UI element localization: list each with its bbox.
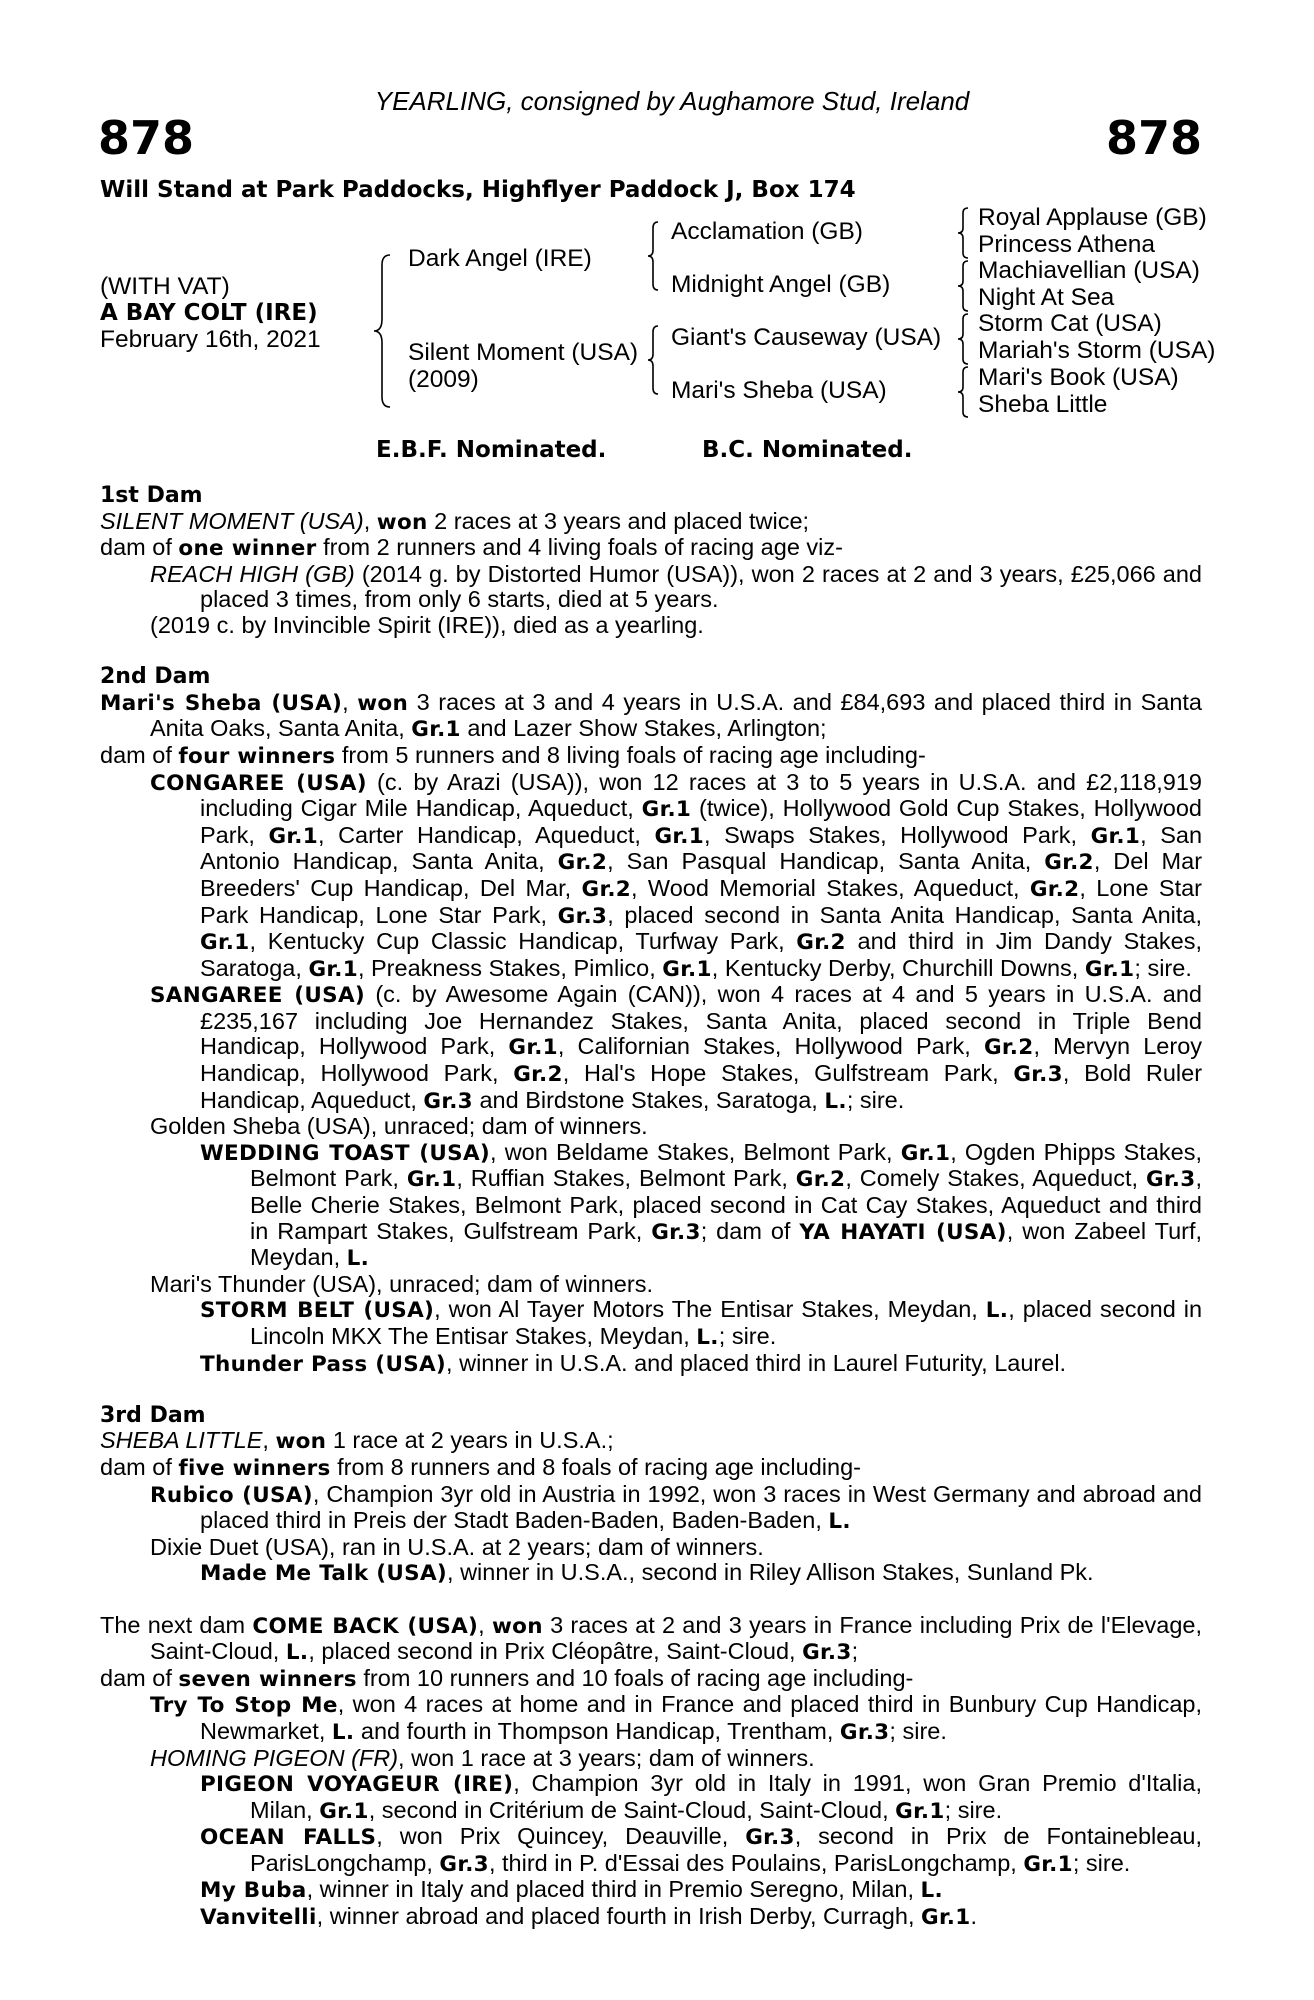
record-text: , Hal's Hope Stakes, Gulfstream Park, [562, 1060, 999, 1087]
record-text: , won Al Tayer Motors The Entisar Stakes, Meydan, [434, 1296, 978, 1323]
won-label: won [491, 1613, 543, 1639]
progeny-name: Try To Stop Me [150, 1693, 338, 1719]
vat-note: (WITH VAT) [100, 273, 230, 300]
sire-sire: Acclamation (GB) [671, 218, 863, 245]
sire-brace [646, 220, 660, 292]
grade-label: L. [828, 1509, 851, 1535]
grade-label: Gr.3 [802, 1640, 852, 1666]
grade-label: Gr.3 [557, 903, 608, 929]
won-label: won [275, 1429, 327, 1455]
second-dam-foals: from 5 runners and 8 living foals of racing age including- [341, 741, 926, 768]
progeny-name: SANGAREE (USA) [150, 983, 366, 1009]
record-text: , Belle Cherie Stakes, Belmont Park, placed second in Cat Cay Stakes, Aqueduct and third in Rampart Stakes, Gulfstream Park, [250, 1165, 1203, 1244]
vanvitelli-entry: Vanvitelli, winner abroad and placed fourth in Irish Derby, Curragh, Gr.1. [200, 1903, 978, 1931]
record-text: , Bold Ruler Handicap, Aqueduct, [200, 1060, 1203, 1113]
progeny-name: Made Me Talk (USA) [200, 1561, 448, 1587]
thunder-pass-entry [100, 1351, 1202, 1378]
grade-label: Gr.1 [900, 1140, 951, 1166]
dam-dam: Mari's Sheba (USA) [671, 377, 887, 404]
record-text: (c. by Arazi (USA)), won 12 races at 3 to 5 years in U.S.A. and £2,118,919 including Cigar Mile Handicap, Aqueduct, [200, 768, 1203, 822]
next-dam-section: The next dam COME BACK (USA), won 3 races at 2 and 3 years in France including Prix de l'Elevage, Saint-Cloud, L., placed second in Prix Cléopâtre, Saint-Cloud, Gr.3; dam of seven winners from 10 runners and 10 foals of racing age including- Try To Stop Me, won 4 races at home and in France and placed third in Bunbury Cup Handicap, Newmarket, L. and fourth in Thompson Handicap, Trentham, Gr.3; sire. HOMING PIGEON (FR), won 1 race at 3 years; dam of winners. PIGEON VOYAGEUR (IRE), Champion 3yr old in Italy in 1991, won Gran Premio d'Italia, Milan, Gr.1, second in Critérium de Saint-Cloud, Saint-Cloud, Gr.1; sire. OCEAN FALLS, won Prix Quincey, Deauville, Gr.3, second in Prix de Fontainebleau, ParisLongchamp, Gr.3, third in P. d'Essai des Poulains, ParisLongchamp, Gr.1; sire. My Buba, winner in Italy and placed third in Premio Seregno, Milan, L. Vanvitelli, winner abroad and placed fourth in Irish Derby, Curragh, Gr.1. [100, 1611, 1203, 1931]
progeny-name: Vanvitelli [200, 1905, 317, 1931]
record-text: ; sire. [944, 1796, 1003, 1823]
progeny-name: CONGAREE (USA) [150, 770, 367, 796]
wedding-toast-entry [100, 1140, 1202, 1272]
record-text: and Birdstone Stakes, Saratoga, [479, 1086, 818, 1113]
progeny-name: WEDDING TOAST (USA) [200, 1140, 491, 1166]
pigeon-voyageur-entry [100, 1771, 1202, 1824]
second-dam-heading: 2nd Dam [100, 664, 211, 690]
grade-label: Gr.2 [513, 1062, 563, 1088]
grade-label: Gr.3 [1013, 1062, 1063, 1088]
record-text: , winner abroad and placed fourth in Irish Derby, Curragh, [316, 1903, 915, 1930]
grade-label: Gr.3 [439, 1851, 489, 1877]
try-to-stop-me-entry [100, 1692, 1202, 1745]
next-dam-intro: The next dam [100, 1611, 246, 1638]
progeny-name: Thunder Pass (USA) [200, 1351, 447, 1377]
grade-label: Gr.3 [745, 1825, 795, 1851]
grade-label: L. [285, 1640, 309, 1666]
third-dam-section: 3rd Dam SHEBA LITTLE, won 1 race at 2 years in U.S.A.; dam of five winners from 8 runners and 8 foals of racing age including- Rubico (USA), Champion 3yr old in Austria in 1992, won 3 races in West Germany and abroad and placed third in Preis der Stadt Baden-Baden, Baden-Baden, L. Dixie Duet (USA), ran in U.S.A. at 2 years; dam of winners. Made Me Talk (USA), winner in U.S.A., second in Riley Allison Stakes, Sunland Pk. [100, 1402, 1202, 1587]
grade-label: Gr.1 [319, 1798, 369, 1824]
first-dam-record: 2 races at 3 years and placed twice; [434, 507, 810, 534]
grade-label: Gr.1 [662, 956, 712, 982]
grade-label: Gr.3 [423, 1088, 473, 1114]
grade-label: L. [824, 1088, 847, 1114]
record-text: , won Beldame Stakes, Belmont Park, [490, 1138, 893, 1165]
grade-label: Gr.2 [983, 1035, 1034, 1061]
progeny-name: STORM BELT (USA) [200, 1298, 435, 1324]
dam-of-label: dam of [100, 741, 172, 768]
dam-of-label: dam of [100, 1453, 172, 1480]
first-dam-winners: one winner [178, 536, 317, 562]
grade-label: Gr.2 [796, 930, 846, 956]
progeny-name: YA HAYATI (USA) [799, 1219, 1007, 1245]
dam-sire: Giant's Causeway (USA) [671, 324, 942, 351]
progeny-name: Rubico (USA) [150, 1482, 313, 1508]
g-brace-3 [956, 312, 970, 366]
third-dam-foals: from 8 runners and 8 foals of racing age including- [337, 1453, 861, 1480]
grade-label: Gr.3 [1145, 1167, 1196, 1193]
record-text: , Champion 3yr old in Austria in 1992, won 3 races in West Germany and abroad and placed third in Preis der Stadt Baden-Baden, Baden-Baden, [200, 1480, 1202, 1534]
record-text: , won Prix Quincey, Deauville, [376, 1823, 729, 1850]
grade-label: L. [346, 1246, 370, 1272]
progeny-record: (2014 g. by Distorted Humor (USA)), won 2 races at 2 and 3 years, £25,066 and placed 3 times, from only 6 starts, died at 5 years. [200, 560, 1202, 613]
record-text: 3 races at 3 and 4 years in U.S.A. and £84,693 and placed third in Santa Anita Oaks, Santa Anita, [150, 688, 1202, 742]
grade-label: Gr.1 [1084, 956, 1135, 982]
record-text: 1 race at 2 years in U.S.A.; [332, 1427, 614, 1454]
grade-label: Gr.1 [641, 797, 692, 823]
sire-name: Dark Angel (IRE) [408, 245, 592, 272]
record-text: , winner in U.S.A., second in Riley Allison Stakes, Sunland Pk. [447, 1559, 1094, 1586]
lot-number-left: 878 [98, 111, 195, 165]
next-dam-foals: from 10 runners and 10 foals of racing age including- [363, 1664, 914, 1691]
lot-number-right: 878 [1105, 111, 1202, 165]
g-brace-4 [956, 365, 970, 419]
grade-label: Gr.1 [654, 823, 704, 849]
dam-of-label: dam of [100, 534, 172, 561]
next-dam-name: COME BACK (USA) [252, 1613, 479, 1639]
grade-label: L. [985, 1298, 1009, 1324]
progeny-record: (2019 c. by Invincible Spirit (IRE)), died as a yearling. [150, 611, 704, 638]
record-text: (twice), Hollywood Gold Cup Stakes, Hollywood Park, [200, 795, 1202, 848]
pedigree-brace-main [372, 253, 392, 409]
record-text: and fourth in Thompson Handicap, Trentham, [360, 1717, 834, 1744]
grade-label: Gr.3 [651, 1219, 701, 1245]
grade-label: Gr.1 [268, 823, 318, 849]
record-text: , won Zabeel Turf, Meydan, [250, 1217, 1203, 1271]
grade-label: Gr.1 [921, 1905, 971, 1931]
second-dam-name: Mari's Sheba (USA) [100, 690, 343, 716]
g-brace-2 [956, 259, 970, 313]
record-text: ; sire. [1134, 954, 1192, 981]
storm-belt-entry [100, 1297, 1202, 1350]
record-text: , Carter Handicap, Aqueduct, [317, 821, 641, 848]
record-text: ; sire. [846, 1086, 905, 1113]
second-dam-winners: four winners [178, 743, 336, 769]
catalogue-body [100, 483, 1202, 1931]
record-text: , placed second in Santa Anita Handicap, Santa Anita, [607, 901, 1203, 928]
record-text: , won 4 races at home and in France and placed third in Bunbury Cup Handicap, Newmarket, [200, 1691, 1202, 1744]
grade-label: Gr.2 [1029, 876, 1080, 902]
record-text: , Kentucky Derby, Churchill Downs, [711, 954, 1079, 981]
consignment-line: YEARLING, consigned by Aughamore Stud, Ireland [374, 86, 970, 116]
won-label: won [376, 509, 428, 535]
record-text: , second in Critérium de Saint-Cloud, Saint-Cloud, [368, 1796, 889, 1823]
record-text: , Ogden Phipps Stakes, Belmont Park, [250, 1138, 1202, 1192]
record-text: , Swaps Stakes, Hollywood Park, [704, 821, 1078, 848]
grade-label: Gr.3 [839, 1719, 890, 1745]
grade-label: Gr.2 [557, 850, 608, 876]
record-text: , San Pasqual Handicap, Santa Anita, [607, 848, 1032, 875]
record-text: ; sire. [889, 1717, 947, 1744]
grade-label: Gr.1 [895, 1798, 945, 1824]
g-brace-1 [956, 206, 970, 260]
grandsire-1: Royal Applause (GB) [978, 204, 1207, 231]
grade-label: L. [331, 1719, 355, 1745]
third-dam-heading: 3rd Dam [100, 1402, 206, 1428]
dam-year: (2009) [408, 366, 479, 393]
third-dam-name: SHEBA LITTLE [100, 1427, 263, 1454]
record-text: , placed second in Lincoln MKX The Entisar Stakes, Meydan, [250, 1296, 1203, 1349]
granddam-2: Night At Sea [978, 284, 1115, 311]
grandsire-2: Machiavellian (USA) [978, 257, 1200, 284]
record-text: and third in Jim Dandy Stakes, Saratoga, [200, 928, 1202, 981]
foaling-date: February 16th, 2021 [100, 326, 321, 353]
grade-label: L. [696, 1325, 719, 1350]
record-text: , winner in Italy and placed third in Premio Seregno, Milan, [306, 1876, 914, 1903]
record-text: , placed second in Prix Cléopâtre, Saint-Cloud, [308, 1638, 796, 1665]
bc-nomination: B.C. Nominated. [702, 437, 913, 463]
ebf-nomination: E.B.F. Nominated. [376, 437, 607, 463]
grade-label: Gr.1 [200, 930, 250, 956]
progeny-name: My Buba [200, 1878, 307, 1904]
progeny-name: REACH HIGH (GB) [150, 560, 355, 587]
record-text: , Champion 3yr old in Italy in 1991, won Gran Premio d'Italia, Milan, [250, 1770, 1202, 1823]
record-text: , winner in U.S.A. and placed third in Laurel Futurity, Laurel. [446, 1349, 1067, 1376]
sangaree-entry [100, 982, 1202, 1114]
grade-label: Gr.1 [508, 1035, 558, 1061]
won-label: won [357, 690, 409, 716]
record-text: , Wood Memorial Stakes, Aqueduct, [631, 874, 1020, 901]
record-text: , San Antonio Handicap, Santa Anita, [200, 821, 1203, 875]
third-dam-winners: five winners [178, 1455, 331, 1481]
rubico-entry [100, 1482, 1202, 1535]
record-text: ; dam of [700, 1217, 791, 1244]
dam-name: Silent Moment (USA) [408, 339, 639, 366]
granddam-1: Princess Athena [978, 231, 1156, 258]
lot-name: A BAY COLT (IRE) [100, 300, 318, 326]
record-text: and Lazer Show Stakes, Arlington; [467, 715, 827, 742]
maris-thunder-entry: Mari's Thunder (USA), unraced; dam of winners. [150, 1270, 653, 1297]
record-text: , third in P. d'Essai des Poulains, ParisLongchamp, [488, 1849, 1017, 1876]
progeny-name: HOMING PIGEON (FR) [150, 1744, 399, 1771]
grandsire-3: Storm Cat (USA) [978, 310, 1162, 337]
record-text: , Californian Stakes, Hollywood Park, [557, 1033, 971, 1060]
stand-location: Will Stand at Park Paddocks, Highflyer Paddock J, Box 174 [100, 177, 856, 203]
record-text: , Del Mar Breeders' Cup Handicap, Del Mar, [200, 848, 1203, 901]
first-dam-heading: 1st Dam [100, 483, 203, 508]
next-dam-winners: seven winners [178, 1666, 357, 1692]
record-text: 3 races at 2 and 3 years in France including Prix de l'Elevage, Saint-Cloud, [150, 1611, 1203, 1665]
record-text: (c. by Awesome Again (CAN)), won 4 races at 4 and 5 years in U.S.A. and £235,167 including Joe Hernandez Stakes, Santa Anita, placed second in Triple Bend Handicap, Hollywood Park, [200, 981, 1202, 1060]
record-text: , Comely Stakes, Aqueduct, [845, 1165, 1139, 1192]
progeny-name: PIGEON VOYAGEUR (IRE) [200, 1772, 514, 1798]
grade-label: L. [920, 1878, 943, 1904]
golden-sheba-entry: Golden Sheba (USA), unraced; dam of winners. [150, 1113, 648, 1140]
dixie-duet-entry: Dixie Duet (USA), ran in U.S.A. at 2 years; dam of winners. [150, 1533, 764, 1560]
second-dam-section: 2nd Dam Mari's Sheba (USA), won 3 races at 3 and 4 years in U.S.A. and £84,693 and placed third in Santa Anita Oaks, Santa Anita, Gr.1 and Lazer Show Stakes, Arlington; dam of four winners from 5 runners and 8 living foals of racing age including- CONGAREE (USA) (c. by Arazi (USA)), won 12 races at 3 to 5 years in U.S.A. and £2,118,919 including Cigar Mile Handicap, Aqueduct, Gr.1 (twice), Hollywood Gold Cup Stakes, Hollywood Park, Gr.1, Carter Handicap, Aqueduct, Gr.1, Swaps Stakes, Hollywood Park, Gr.1, San Antonio Handicap, Santa Anita, Gr.2, San Pasqual Handicap, Santa Anita, Gr.2, Del Mar Breeders' Cup Handicap, Del Mar, Gr.2, Wood Memorial Stakes, Aqueduct, Gr.2, Lone Star Park Handicap, Lone Star Park, Gr.3, placed second in Santa Anita Handicap, Santa Anita, Gr.1, Kentucky Cup Classic Handicap, Turfway Park, Gr.2 and third in Jim Dandy Stakes, Saratoga, Gr.1, Preakness Stakes, Pimlico, Gr.1, Kentucky Derby, Churchill Downs, Gr.1; sire. SANGAREE (USA) (c. by Awesome Again (CAN)), won 4 races at 4 and 5 years in U.S.A. and £235,167 including Joe Hernandez Stakes, Santa Anita, placed second in Triple Bend Handicap, Hollywood Park, Gr.1, Californian Stakes, Hollywood Park, Gr.2, Mervyn Leroy Handicap, Hollywood Park, Gr.2, Hal's Hope Stakes, Gulfstream Park, Gr.3, Bold Ruler Handicap, Aqueduct, Gr.3 and Birdstone Stakes, Saratoga, L.; sire. Golden Sheba (USA), unraced; dam of winners. WEDDING TOAST (USA), won Beldame Stakes, Belmont Park, Gr.1, Ogden Phipps Stakes, Belmont Park, Gr.1, Ruffian Stakes, Belmont Park, Gr.2, Comely Stakes, Aqueduct, Gr.3, Belle Cherie Stakes, Belmont Park, placed second in Cat Cay Stakes, Aqueduct and third in Rampart Stakes, Gulfstream Park, Gr.3; dam of YA HAYATI (USA), won Zabeel Turf, Meydan, L. Mari's Thunder (USA), unraced; dam of winners. STORM BELT (USA), won Al Tayer Motors The Entisar Stakes, Meydan, L., placed second in Lincoln MKX The Entisar Stakes, Meydan, L.; sire. Thunder Pass (USA), winner in U.S.A. and placed third in Laurel Futurity, Laurel. [100, 664, 1203, 1377]
first-dam-section: 1st Dam SILENT MOMENT (USA), won 2 races at 3 years and placed twice; dam of one winner from 2 runners and 4 living foals of racing age viz- REACH HIGH (GB) (2014 g. by Distorted Humor (USA)), won 2 races at 2 and 3 years, £25,066 and placed 3 times, from only 6 starts, died at 5 years. (2019 c. by Invincible Spirit (IRE)), died as a yearling. [100, 483, 1202, 638]
dam-brace [646, 324, 660, 396]
granddam-3: Mariah's Storm (USA) [978, 337, 1216, 364]
grade-label: Gr.1 [411, 717, 461, 743]
record-text: ; sire. [718, 1323, 777, 1349]
dam-of-label: dam of [100, 1664, 172, 1691]
grade-label: Gr.2 [581, 876, 632, 902]
grade-label: Gr.1 [1090, 823, 1141, 849]
record-text: , Preakness Stakes, Pimlico, [357, 954, 656, 981]
first-dam-name: SILENT MOMENT (USA) [100, 507, 364, 534]
sire-dam: Midnight Angel (GB) [671, 271, 891, 298]
my-buba-entry [100, 1877, 1202, 1904]
granddam-4: Sheba Little [978, 391, 1108, 418]
grade-label: Gr.1 [308, 956, 358, 982]
grade-label: Gr.2 [1044, 850, 1094, 876]
congaree-entry [100, 770, 1202, 983]
ocean-falls-entry [100, 1824, 1202, 1877]
progeny-name: OCEAN FALLS [200, 1825, 377, 1851]
first-dam-foals: from 2 runners and 4 living foals of racing age viz- [323, 534, 843, 561]
record-text: , won 1 race at 3 years; dam of winners. [398, 1744, 815, 1771]
grade-label: Gr.1 [406, 1167, 457, 1193]
grade-label: Gr.1 [1023, 1851, 1073, 1877]
record-text: , second in Prix de Fontainebleau, ParisLongchamp, [250, 1823, 1202, 1876]
grandsire-4: Mari's Book (USA) [978, 364, 1179, 391]
record-text: , Mervyn Leroy Handicap, Hollywood Park, [200, 1033, 1203, 1087]
homing-pigeon-entry [100, 1746, 1202, 1772]
record-text: , Lone Star Park Handicap, Lone Star Park, [200, 874, 1202, 928]
record-text: , Kentucky Cup Classic Handicap, Turfway Park, [249, 928, 785, 955]
made-me-talk-entry [100, 1560, 1202, 1587]
grade-label: Gr.2 [795, 1167, 846, 1193]
record-text: ; sire. [1072, 1849, 1131, 1876]
record-text: , Ruffian Stakes, Belmont Park, [456, 1165, 788, 1192]
